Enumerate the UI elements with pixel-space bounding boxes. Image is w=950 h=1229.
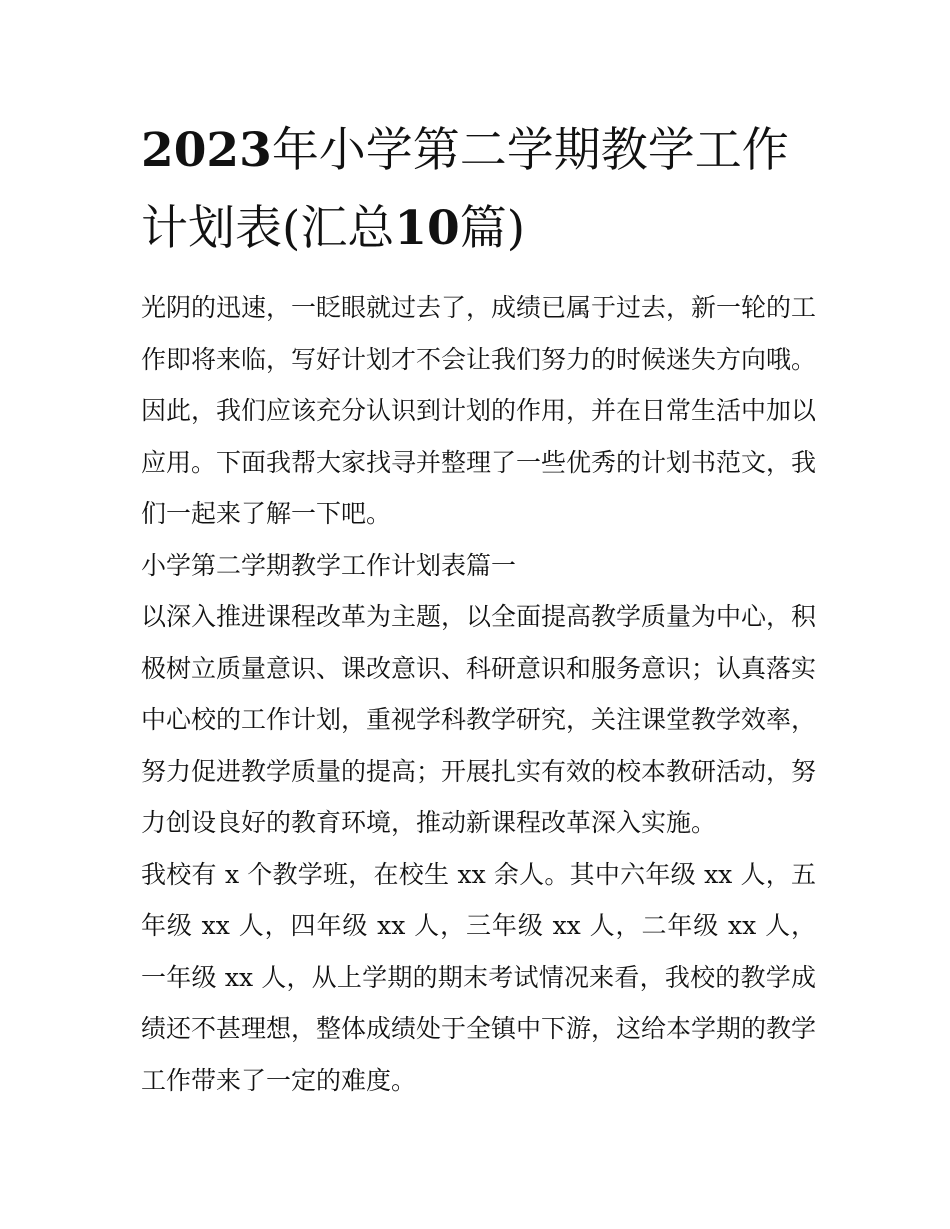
document-title	[141, 112, 816, 268]
intro-paragraph: 光阴的迅速，一眨眼就过去了，成绩已属于过去，新一轮的工作即将来临，写好计划才不会让我们努力的时候迷失方向哦。因此，我们应该充分认识到计划的作用，并在日常生活中加以应用。下面我帮大家找寻并整理了一些优秀的计划书范文，我们一起来了解一下吧。	[141, 293, 817, 528]
body-paragraph-1: 以深入推进课程改革为主题，以全面提高教学质量为中心，积极树立质量意识、课改意识、科研意识和服务意识；认真落实中心校的工作计划，重视学科教学研究，关注课堂教学效率，努力促进教学质量的提高；开展扎实有效的校本教研活动，努力创设良好的教育环境，推动新课程改革深入实施。	[141, 602, 817, 837]
body-paragraph-2: 我校有 x 个教学班，在校生 xx 余人。其中六年级 xx 人，五年级 xx 人，四年级 xx 人，三年级 xx 人，二年级 xx 人，一年级 xx 人，从上学期的期末考试情况来看，我校的教学成绩还不甚理想，整体成绩处于全镇中下游，这给本学期的教学工作带来了一定的难度。	[141, 859, 817, 1095]
title-number: 10	[394, 201, 460, 256]
title-year: 2023	[141, 123, 272, 178]
section-heading: 小学第二学期教学工作计划表篇一	[141, 550, 517, 580]
title-text-2: 篇)	[459, 201, 526, 256]
document-page	[141, 112, 816, 1106]
title-text-1: 年小学第二学期教学工作计划表(汇总	[141, 123, 789, 256]
